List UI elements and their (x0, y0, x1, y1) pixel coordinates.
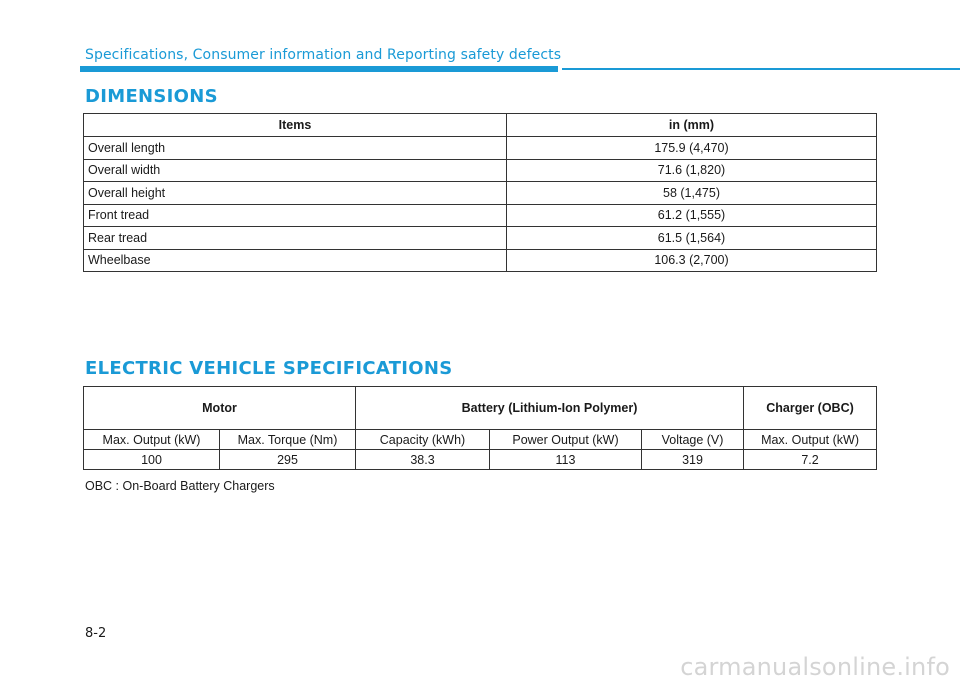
dimension-item: Front tread (84, 204, 507, 227)
group-header-battery: Battery (Lithium-Ion Polymer) (356, 387, 744, 430)
table-row (84, 182, 877, 205)
dimension-value: 106.3 (2,700) (507, 249, 877, 272)
group-header-charger: Charger (OBC) (744, 387, 877, 430)
table-row (84, 204, 877, 227)
page-number: 8-2 (85, 626, 107, 641)
spec-value: 7.2 (744, 450, 877, 470)
column-header: Max. Torque (Nm) (220, 430, 356, 450)
dimension-value: 61.5 (1,564) (507, 227, 877, 250)
dimension-item: Rear tread (84, 227, 507, 250)
dimension-item: Overall width (84, 159, 507, 182)
ev-specs-title: ELECTRIC VEHICLE SPECIFICATIONS (85, 358, 453, 379)
watermark: carmanualsonline.info (680, 653, 950, 681)
group-header-motor: Motor (84, 387, 356, 430)
table-row (84, 137, 877, 160)
column-header: Power Output (kW) (490, 430, 642, 450)
footnote: OBC : On-Board Battery Chargers (85, 479, 275, 493)
spec-value: 38.3 (356, 450, 490, 470)
dimensions-title: DIMENSIONS (85, 86, 218, 107)
table-group-header-row (84, 387, 877, 430)
dimension-value: 175.9 (4,470) (507, 137, 877, 160)
table-row (84, 159, 877, 182)
spec-value: 295 (220, 450, 356, 470)
table-row (84, 249, 877, 272)
column-header: Max. Output (kW) (84, 430, 220, 450)
header-rule-thick (80, 66, 558, 72)
dimension-item: Overall length (84, 137, 507, 160)
dimension-value: 71.6 (1,820) (507, 159, 877, 182)
dimension-item: Overall height (84, 182, 507, 205)
table-header-row (84, 114, 877, 137)
dimensions-table (83, 113, 877, 272)
spec-value: 100 (84, 450, 220, 470)
spec-value: 319 (642, 450, 744, 470)
table-row (84, 450, 877, 470)
column-header: Items (84, 114, 507, 137)
dimension-value: 58 (1,475) (507, 182, 877, 205)
table-subheader-row (84, 430, 877, 450)
ev-specs-table (83, 386, 877, 470)
column-header: Voltage (V) (642, 430, 744, 450)
column-header: Max. Output (kW) (744, 430, 877, 450)
spec-value: 113 (490, 450, 642, 470)
column-header: in (mm) (507, 114, 877, 137)
header-rule-thin (562, 68, 960, 70)
section-header-title: Specifications, Consumer information and Reporting safety defects (85, 47, 562, 63)
column-header: Capacity (kWh) (356, 430, 490, 450)
dimension-item: Wheelbase (84, 249, 507, 272)
table-row (84, 227, 877, 250)
dimension-value: 61.2 (1,555) (507, 204, 877, 227)
